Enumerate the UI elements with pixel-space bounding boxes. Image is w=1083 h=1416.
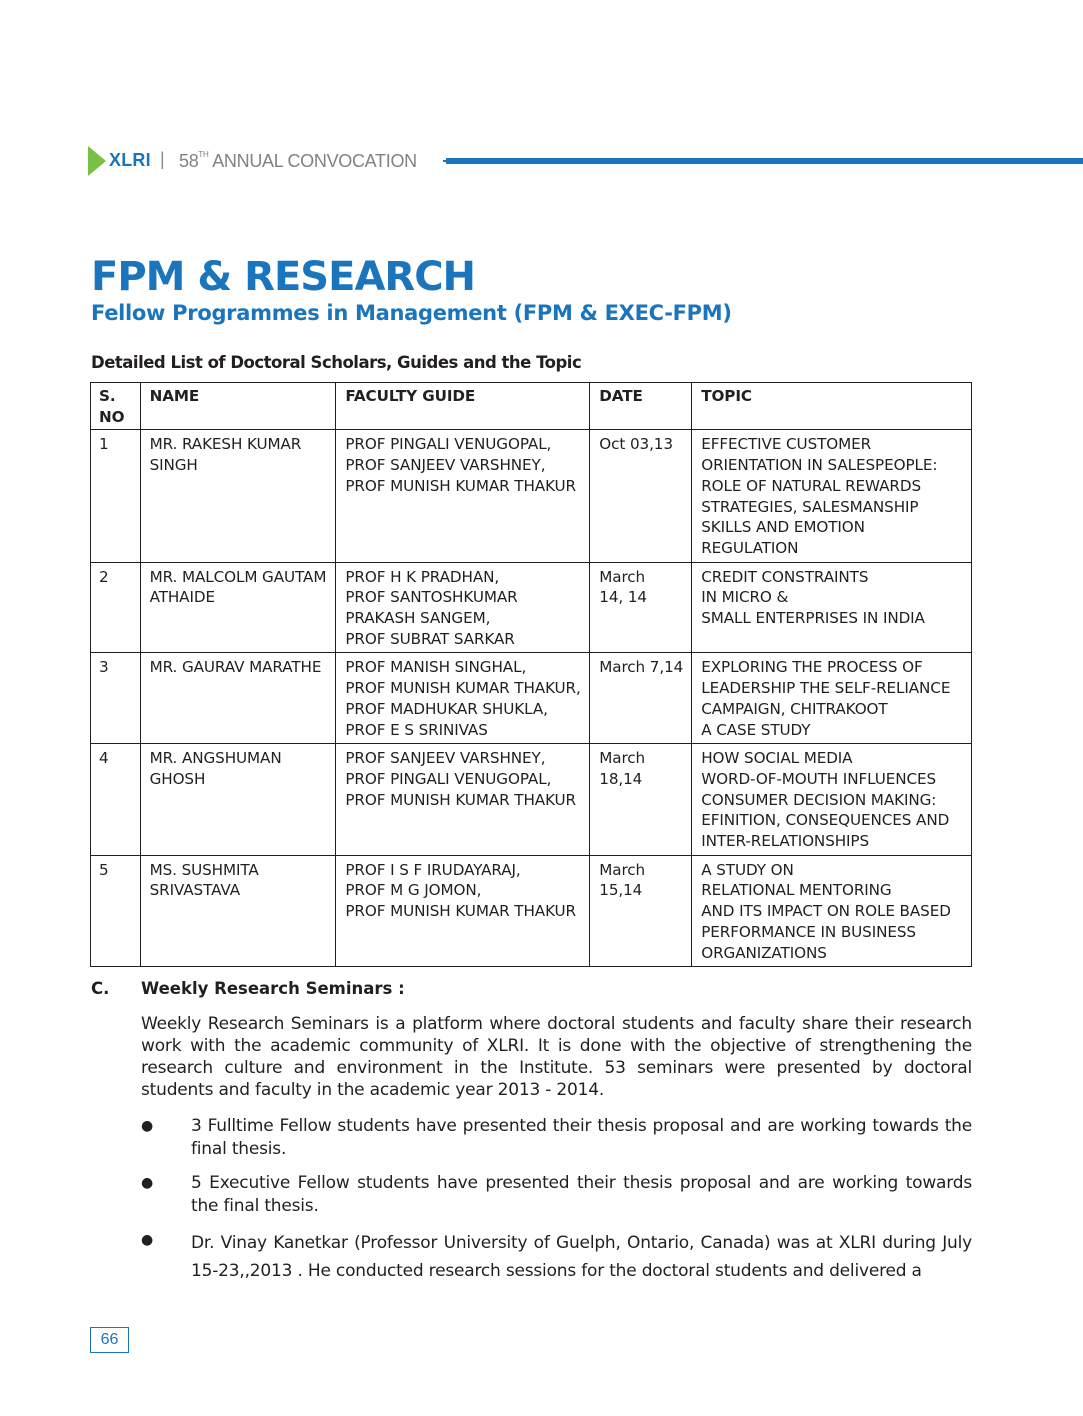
header-sno: S. NO bbox=[91, 383, 141, 430]
convocation-label bbox=[179, 151, 417, 172]
section-number: C. bbox=[91, 979, 110, 998]
cell-guide: PROF SANJEEV VARSHNEY, PROF PINGALI VENUGOPAL, PROF MUNISH KUMAR THAKUR bbox=[336, 744, 590, 856]
bullet-text: 5 Executive Fellow students have presented their thesis proposal and are working towards the final thesis. bbox=[191, 1173, 972, 1216]
cell-topic: CREDIT CONSTRAINTS IN MICRO & SMALL ENTERPRISES IN INDIA bbox=[692, 562, 972, 653]
page-number: 66 bbox=[90, 1327, 129, 1353]
arrow-logo-icon bbox=[88, 146, 106, 176]
cell-sno: 5 bbox=[91, 855, 141, 967]
header-topic: TOPIC bbox=[692, 383, 972, 430]
cell-topic: EXPLORING THE PROCESS OF LEADERSHIP THE SELF-RELIANCE CAMPAIGN, CHITRAKOOT A CASE STUDY bbox=[692, 653, 972, 744]
list-item bbox=[141, 1115, 972, 1161]
bullet-text: Dr. Vinay Kanetkar (Professor University of Guelph, Ontario, Canada) was at XLRI during July 15-23,,2013 . He conducted research sessions for the doctoral students and delivered a bbox=[191, 1233, 972, 1281]
cell-sno: 1 bbox=[91, 430, 141, 562]
cell-date: Oct 03,13 bbox=[590, 430, 692, 562]
convocation-text: ANNUAL CONVOCATION bbox=[212, 151, 417, 171]
cell-sno: 4 bbox=[91, 744, 141, 856]
cell-date: March 14, 14 bbox=[590, 562, 692, 653]
bullet-icon: ● bbox=[141, 1118, 154, 1134]
cell-name: MR. ANGSHUMAN GHOSH bbox=[140, 744, 336, 856]
header-rule bbox=[446, 158, 1083, 164]
cell-topic: HOW SOCIAL MEDIA WORD-OF-MOUTH INFLUENCES CONSUMER DECISION MAKING: EFINITION, CONSEQUENCES AND INTER-RELATIONSHIPS bbox=[692, 744, 972, 856]
cell-name: MR. MALCOLM GAUTAM ATHAIDE bbox=[140, 562, 336, 653]
page-header bbox=[86, 144, 1083, 178]
cell-date: March 7,14 bbox=[590, 653, 692, 744]
cell-topic: EFFECTIVE CUSTOMER ORIENTATION IN SALESPEOPLE: ROLE OF NATURAL REWARDS STRATEGIES, SALESMANSHIP SKILLS AND EMOTION REGULATION bbox=[692, 430, 972, 562]
brand-name: XLRI bbox=[109, 150, 151, 170]
table-row bbox=[91, 744, 972, 856]
cell-guide: PROF PINGALI VENUGOPAL, PROF SANJEEV VARSHNEY, PROF MUNISH KUMAR THAKUR bbox=[336, 430, 590, 562]
section-title: Weekly Research Seminars : bbox=[141, 979, 405, 998]
scholars-table bbox=[90, 382, 972, 967]
convocation-suffix: TH bbox=[198, 150, 209, 159]
cell-date: March 18,14 bbox=[590, 744, 692, 856]
cell-date: March 15,14 bbox=[590, 855, 692, 967]
bullet-icon: ● bbox=[141, 1232, 154, 1248]
cell-guide: PROF I S F IRUDAYARAJ, PROF M G JOMON, PROF MUNISH KUMAR THAKUR bbox=[336, 855, 590, 967]
cell-sno: 3 bbox=[91, 653, 141, 744]
table-header-row bbox=[91, 383, 972, 430]
page-title: FPM & RESEARCH bbox=[91, 254, 476, 300]
list-item bbox=[141, 1229, 972, 1285]
bullet-text: 3 Fulltime Fellow students have presented their thesis proposal and are working towards the final thesis. bbox=[191, 1116, 972, 1159]
table-row bbox=[91, 562, 972, 653]
cell-name: MS. SUSHMITA SRIVASTAVA bbox=[140, 855, 336, 967]
page-subtitle: Fellow Programmes in Management (FPM & EXEC-FPM) bbox=[91, 301, 732, 325]
header-faculty-guide: FACULTY GUIDE bbox=[336, 383, 590, 430]
cell-name: MR. RAKESH KUMAR SINGH bbox=[140, 430, 336, 562]
list-heading: Detailed List of Doctoral Scholars, Guides and the Topic bbox=[91, 353, 582, 372]
table-row bbox=[91, 855, 972, 967]
table-row bbox=[91, 653, 972, 744]
bullet-icon: ● bbox=[141, 1175, 154, 1191]
table-row bbox=[91, 430, 972, 562]
cell-name: MR. GAURAV MARATHE bbox=[140, 653, 336, 744]
convocation-number: 58 bbox=[179, 151, 199, 171]
header-date: DATE bbox=[590, 383, 692, 430]
cell-guide: PROF MANISH SINGHAL, PROF MUNISH KUMAR THAKUR, PROF MADHUKAR SHUKLA, PROF E S SRINIVAS bbox=[336, 653, 590, 744]
cell-topic: A STUDY ON RELATIONAL MENTORING AND ITS IMPACT ON ROLE BASED PERFORMANCE IN BUSINESS ORGANIZATIONS bbox=[692, 855, 972, 967]
section-paragraph: Weekly Research Seminars is a platform where doctoral students and faculty share their research work with the academic community of XLRI. It is done with the objective of strengthening the research culture and environment in the Institute. 53 seminars were presented by doctoral students and faculty in the academic year 2013 - 2014. bbox=[141, 1014, 972, 1100]
list-item bbox=[141, 1172, 972, 1218]
header-name: NAME bbox=[140, 383, 336, 430]
cell-sno: 2 bbox=[91, 562, 141, 653]
cell-guide: PROF H K PRADHAN, PROF SANTOSHKUMAR PRAKASH SANGEM, PROF SUBRAT SARKAR bbox=[336, 562, 590, 653]
header-separator: | bbox=[160, 149, 165, 169]
